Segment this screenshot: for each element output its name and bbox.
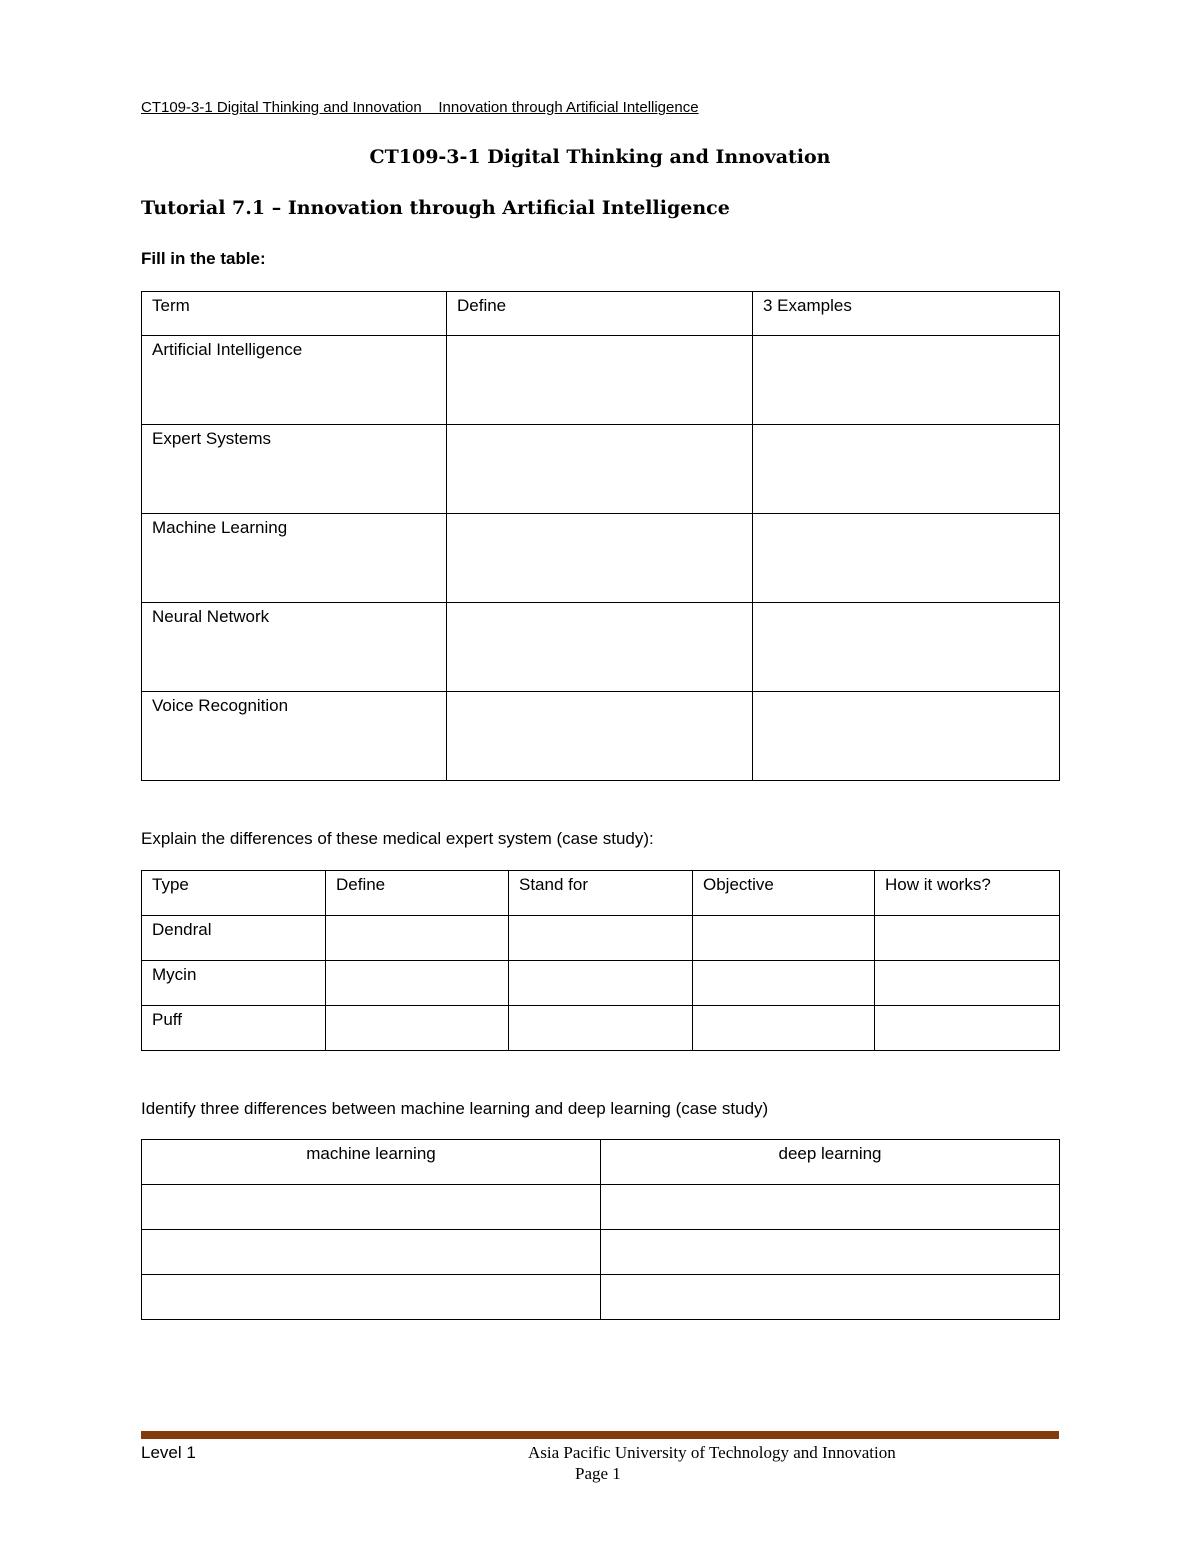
term-cell: Artificial Intelligence: [142, 336, 447, 425]
stand-for-cell[interactable]: [509, 916, 693, 961]
ml-vs-dl-table: [141, 1139, 1060, 1320]
machine-learning-cell[interactable]: [142, 1230, 601, 1275]
column-header-how-it-works: How it works?: [875, 871, 1060, 916]
machine-learning-cell[interactable]: [142, 1185, 601, 1230]
define-cell[interactable]: [326, 916, 509, 961]
document-title: CT109-3-1 Digital Thinking and Innovation: [369, 146, 831, 168]
footer-level: Level 1: [141, 1443, 196, 1462]
footer-institution: Asia Pacific University of Technology and Innovation: [528, 1443, 896, 1462]
footer-page-number: Page 1: [575, 1464, 621, 1483]
column-header-objective: Objective: [693, 871, 875, 916]
objective-cell[interactable]: [693, 916, 875, 961]
table-row: [142, 1006, 1060, 1051]
table-row: [142, 336, 1060, 425]
table-row: [142, 1275, 1060, 1320]
machine-learning-cell[interactable]: [142, 1275, 601, 1320]
table-row: [142, 961, 1060, 1006]
ml-section-prompt: Identify three differences between machine learning and deep learning (case study): [141, 1099, 769, 1118]
type-cell: Dendral: [142, 916, 326, 961]
define-cell[interactable]: [447, 514, 753, 603]
column-header-deep-learning: deep learning: [601, 1140, 1060, 1185]
column-header-type: Type: [142, 871, 326, 916]
how-it-works-cell[interactable]: [875, 961, 1060, 1006]
define-cell[interactable]: [326, 961, 509, 1006]
footer-divider: [141, 1431, 1059, 1439]
examples-cell[interactable]: [753, 692, 1060, 781]
table-row: [142, 603, 1060, 692]
term-cell: Expert Systems: [142, 425, 447, 514]
examples-cell[interactable]: [753, 514, 1060, 603]
table-header-row: [142, 1140, 1060, 1185]
column-header-define: Define: [326, 871, 509, 916]
column-header-define: Define: [447, 292, 753, 336]
objective-cell[interactable]: [693, 961, 875, 1006]
expert-systems-table: [141, 870, 1060, 1051]
column-header-machine-learning: machine learning: [142, 1140, 601, 1185]
examples-cell[interactable]: [753, 425, 1060, 514]
stand-for-cell[interactable]: [509, 1006, 693, 1051]
deep-learning-cell[interactable]: [601, 1230, 1060, 1275]
instruction-text: Fill in the table:: [141, 249, 266, 268]
define-cell[interactable]: [447, 603, 753, 692]
column-header-stand-for: Stand for: [509, 871, 693, 916]
term-cell: Machine Learning: [142, 514, 447, 603]
define-cell[interactable]: [326, 1006, 509, 1051]
column-header-term: Term: [142, 292, 447, 336]
table-header-row: [142, 871, 1060, 916]
running-header: CT109-3-1 Digital Thinking and Innovation Innovation through Artificial Intelligence: [141, 99, 699, 116]
term-cell: Voice Recognition: [142, 692, 447, 781]
deep-learning-cell[interactable]: [601, 1275, 1060, 1320]
table-row: [142, 514, 1060, 603]
define-cell[interactable]: [447, 425, 753, 514]
terms-table: [141, 291, 1060, 781]
column-header-examples: 3 Examples: [753, 292, 1060, 336]
stand-for-cell[interactable]: [509, 961, 693, 1006]
deep-learning-cell[interactable]: [601, 1185, 1060, 1230]
type-cell: Mycin: [142, 961, 326, 1006]
term-cell: Neural Network: [142, 603, 447, 692]
table-row: [142, 1230, 1060, 1275]
examples-cell[interactable]: [753, 603, 1060, 692]
objective-cell[interactable]: [693, 1006, 875, 1051]
table-row: [142, 425, 1060, 514]
define-cell[interactable]: [447, 692, 753, 781]
define-cell[interactable]: [447, 336, 753, 425]
expert-section-prompt: Explain the differences of these medical expert system (case study):: [141, 829, 654, 848]
how-it-works-cell[interactable]: [875, 1006, 1060, 1051]
table-header-row: [142, 292, 1060, 336]
tutorial-title: Tutorial 7.1 – Innovation through Artificial Intelligence: [141, 197, 730, 219]
examples-cell[interactable]: [753, 336, 1060, 425]
type-cell: Puff: [142, 1006, 326, 1051]
table-row: [142, 692, 1060, 781]
table-row: [142, 1185, 1060, 1230]
table-row: [142, 916, 1060, 961]
how-it-works-cell[interactable]: [875, 916, 1060, 961]
